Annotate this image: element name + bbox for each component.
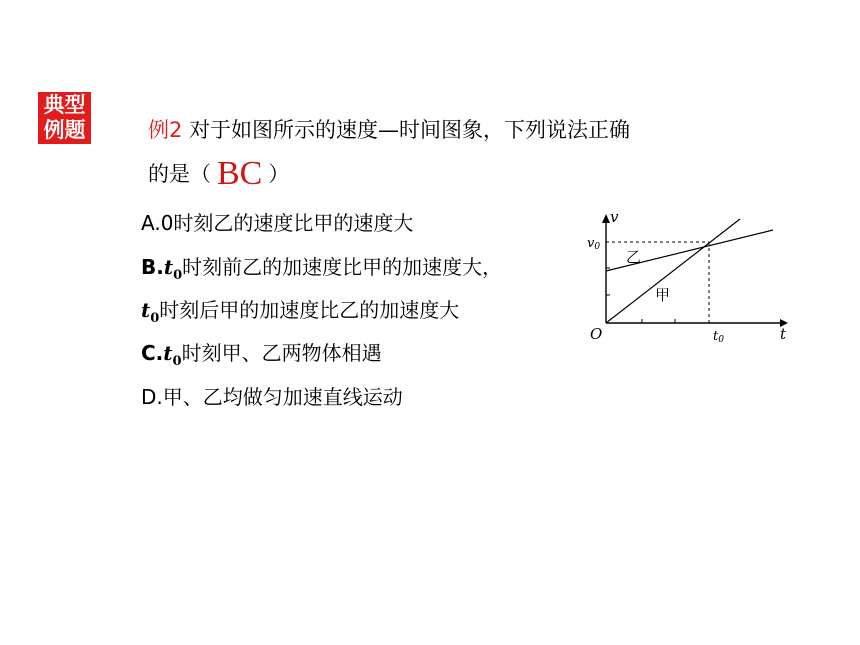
- badge-line1: 典型: [43, 93, 86, 117]
- option-c: [141, 337, 382, 369]
- question-text1: 对于如图所示的速度—时间图象，下列说法正确: [189, 118, 631, 142]
- question-text2-post: ）: [268, 162, 290, 186]
- v0-label: v0: [587, 236, 601, 252]
- answer-text: BC: [217, 155, 263, 192]
- x-axis-label: t: [780, 325, 787, 343]
- option-c-text: 时刻甲、乙两物体相遇: [181, 341, 382, 365]
- option-c-t0: $t_0$: [163, 341, 182, 369]
- option-b2-text: 时刻后甲的加速度比乙的加速度大: [159, 298, 460, 322]
- line-jia: [606, 219, 740, 323]
- origin-label: O: [590, 325, 603, 343]
- line-jia-label: 甲: [655, 286, 671, 304]
- badge-line2: 例题: [43, 118, 86, 142]
- line-yi-label: 乙: [626, 248, 642, 266]
- option-b-t0: $t_0$: [163, 255, 183, 283]
- velocity-time-graph: [580, 208, 800, 348]
- option-a: A.0时刻乙的速度比甲的速度大: [141, 211, 414, 235]
- option-c-letter: C.: [141, 341, 164, 365]
- y-axis-label: v: [610, 208, 619, 226]
- y-axis-arrow-icon: [602, 214, 610, 223]
- t0-label: t0: [713, 329, 724, 345]
- option-b2-t0: $t_0$: [141, 298, 160, 326]
- option-d: D.甲、乙均做匀加速直线运动: [141, 385, 403, 409]
- question-text2-pre: 的是（: [148, 162, 211, 186]
- option-b-letter: B.: [141, 255, 164, 279]
- example-badge: [38, 92, 91, 144]
- question-line2: [148, 155, 289, 193]
- option-b: [141, 251, 502, 283]
- question-line1: [148, 114, 630, 144]
- option-b-text: 时刻前乙的加速度比甲的加速度大，: [182, 255, 503, 279]
- option-b-line2: [141, 294, 459, 326]
- question-label: 例2: [148, 118, 183, 142]
